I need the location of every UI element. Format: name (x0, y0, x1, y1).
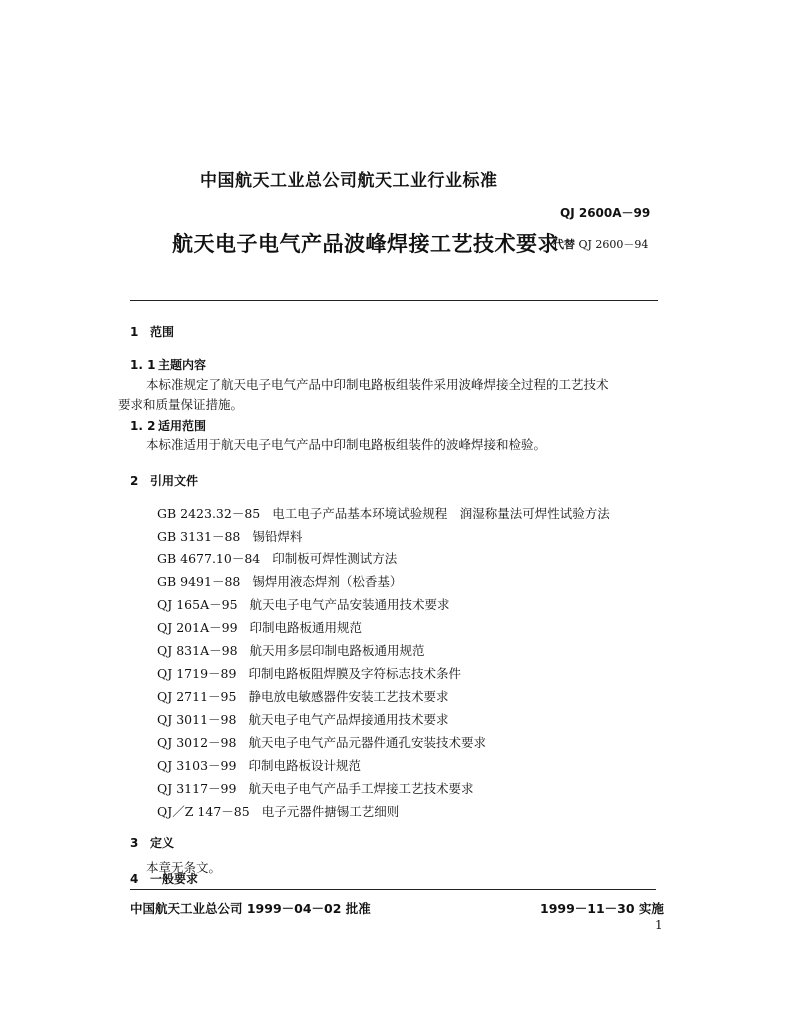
section-1-1-heading: 1. 1 主题内容 (130, 358, 207, 372)
section-1-1-body: 本标准规定了航天电子电气产品中印制电路板组装件采用波峰焊接全过程的工艺技术 要求和质量保证措施。 (118, 377, 609, 412)
section-3-heading: 3 定义 (130, 836, 175, 850)
section-1-heading: 1 范围 (130, 325, 175, 339)
reference-item: QJ 165A－95 航天电子电气产品安装通用技术要求 (157, 597, 450, 612)
reference-item: QJ／Z 147－85 电子元器件搪锡工艺细则 (157, 804, 400, 819)
replaces-number: QJ 2600－94 (578, 238, 649, 251)
reference-item: GB 9491－88 锡焊用液态焊剂（松香基） (157, 574, 403, 589)
reference-item: QJ 831A－98 航天用多层印制电路板通用规范 (157, 643, 425, 658)
section-1-2-body: 本标准适用于航天电子电气产品中印制电路板组装件的波峰焊接和检验。 (146, 437, 547, 452)
issuer-title: 中国航天工业总公司航天工业行业标准 (200, 171, 498, 191)
standard-number: QJ 2600A－99 (560, 206, 651, 220)
replaces-note (553, 236, 648, 252)
approval-date: 中国航天工业总公司 1999－04－02 批准 (130, 901, 371, 916)
reference-item: QJ 3103－99 印制电路板设计规范 (157, 758, 361, 773)
page-number: 1 (655, 918, 663, 932)
header-rule (130, 300, 658, 301)
section-2-heading: 2 引用文件 (130, 474, 199, 488)
section-1-2-heading: 1. 2 适用范围 (130, 419, 207, 433)
reference-item: QJ 3117－99 航天电子电气产品手工焊接工艺技术要求 (157, 781, 474, 796)
reference-item: GB 2423.32－85 电工电子产品基本环境试验规程 润湿称量法可焊性试验方法 (157, 506, 610, 521)
reference-item: QJ 2711－95 静电放电敏感器件安装工艺技术要求 (157, 689, 449, 704)
reference-item: GB 4677.10－84 印制板可焊性测试方法 (157, 551, 398, 566)
section-4-heading: 4 一般要求 (130, 872, 199, 886)
section-3-body: 本章无条文。 (146, 860, 222, 875)
effective-date: 1999－11－30 实施 (540, 901, 664, 916)
reference-item: QJ 201A－99 印制电路板通用规范 (157, 620, 363, 635)
reference-item: QJ 1719－89 印制电路板阻焊膜及字符标志技术条件 (157, 666, 461, 681)
reference-item: QJ 3011－98 航天电子电气产品焊接通用技术要求 (157, 712, 449, 727)
reference-item: GB 3131－88 锡铅焊料 (157, 529, 303, 544)
document-title: 航天电子电气产品波峰焊接工艺技术要求 (172, 232, 559, 256)
footer-rule (130, 889, 656, 890)
replaces-label: 代替 (553, 238, 575, 251)
reference-item: QJ 3012－98 航天电子电气产品元器件通孔安装技术要求 (157, 735, 486, 750)
